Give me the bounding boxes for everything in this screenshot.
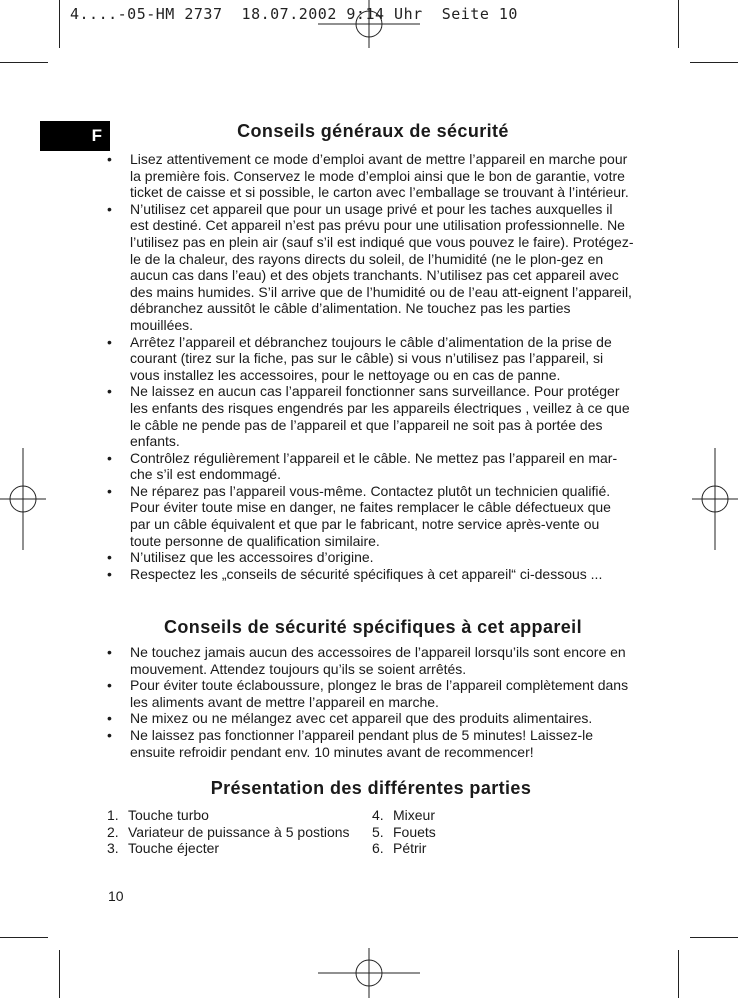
crop-mark-bottom-left-horizontal (0, 937, 48, 938)
section-title-specific-safety: Conseils de sécurité spécifiques à cet appareil (164, 617, 582, 637)
list-item: 5. Fouets (372, 823, 436, 840)
language-tab: F (40, 121, 110, 151)
list-item: • Respectez les „conseils de sécurité spécifiques à cet appareil“ ci-dessous ... (107, 566, 634, 583)
list-item: • Ne mixez ou ne mélangez avec cet appareil que des produits alimentaires. (107, 710, 637, 727)
list-item: • Contrôlez régulièrement l’appareil et le câble. Ne mettez pas l’appareil en mar-che s’il est endommagé. (107, 450, 634, 483)
list-item: 1. Touche turbo (107, 807, 209, 823)
list-item: • N’utilisez cet appareil que pour un usage privé et pour les taches auxquelles il est destiné. Cet appareil n’est pas prévu pour une utilisation professionnelle. Ne l’utilisez pas en plein air (sauf s’il est indiqué que vous pouvez le faire). Protégez-le de la chaleur, des rayons directs du soleil, de l’humidité (ne le plon-gez en aucun cas dans l’eau) et des objets tranchants. N’utilisez pas cet appareil avec des mains humides. S’il arrive que de l’humidité ou de l’eau att-eignent l’appareil, débranchez aussitôt le câble d’alimentation. Ne touchez pas les parties mouillées. (107, 201, 634, 334)
crop-mark-top-right-horizontal (690, 62, 738, 63)
registration-mark-bottom-icon (318, 948, 420, 998)
list-item: • Arrêtez l’appareil et débranchez toujours le câble d’alimentation de la prise de courant (tirez sur la fiche, pas sur le câble) si vous n’utilisez pas l’appareil, si vous installez les accessoires, pour le nettoyage ou en cas de panne. (107, 334, 634, 384)
list-item: 2. Variateur de puissance à 5 postions (107, 823, 350, 840)
crop-mark-bottom-right-vertical (678, 950, 679, 998)
list-item: • Lisez attentivement ce mode d’emploi avant de mettre l’appareil en marche pour la première fois. Conservez le mode d’emploi ainsi que le bon de garantie, votre ticket de caisse et si possible, le carton avec l’emballage se trouvant à l’intérieur. (107, 151, 634, 201)
list-item: • Ne laissez pas fonctionner l’appareil pendant plus de 5 minutes! Laissez-le ensuite refroidir pendant env. 10 minutes avant de recommencer! (107, 727, 637, 760)
print-slug: 4....-05-HM 2737 18.07.2002 9:14 Uhr Seite 10 (70, 5, 518, 23)
crop-mark-top-left-horizontal (0, 62, 48, 63)
parts-column-left (107, 807, 350, 857)
specific-safety-list (107, 644, 637, 760)
list-item: 6. Pétrir (372, 840, 427, 857)
registration-mark-right-icon (692, 448, 738, 550)
list-item: • Pour éviter toute éclaboussure, plongez le bras de l’appareil complètement dans les aliments avant de mettre l’appareil en marche. (107, 677, 637, 710)
list-item: • Ne réparez pas l’appareil vous-même. Contactez plutôt un technicien qualifié. Pour éviter toute mise en danger, ne faites remplacer le câble défectueux que par un câble équivalent et que par le fabricant, notre service après-vente ou toute personne de qualification similaire. (107, 483, 634, 549)
section-title-parts: Présentation des différentes parties (210, 778, 532, 798)
page-number: 10 (108, 888, 124, 904)
crop-mark-bottom-left-vertical (59, 950, 60, 998)
crop-mark-top-left-vertical (59, 0, 60, 48)
list-item: • Ne touchez jamais aucun des accessoires de l’appareil lorsqu’ils sont encore en mouvement. Attendez toujours qu’ils se soient arrêtés. (107, 644, 637, 677)
list-item: • N’utilisez que les accessoires d’origine. (107, 549, 634, 566)
registration-mark-left-icon (0, 448, 46, 550)
list-item: 4. Mixeur (372, 807, 436, 823)
crop-mark-top-right-vertical (678, 0, 679, 48)
general-safety-list (107, 151, 634, 582)
list-item: 3. Touche éjecter (107, 840, 220, 857)
registration-mark-top-icon (318, 0, 420, 48)
list-item: • Ne laissez en aucun cas l’appareil fonctionner sans surveillance. Pour protéger les enfants des risques engendrés par les appareils électriques , veillez à ce que le câble ne pende pas de l’appareil et que l’appareil ne soit pas à portée des enfants. (107, 383, 634, 449)
crop-mark-bottom-right-horizontal (690, 937, 738, 938)
parts-column-right (372, 807, 436, 857)
section-title-general-safety: Conseils généraux de sécurité (237, 121, 509, 141)
